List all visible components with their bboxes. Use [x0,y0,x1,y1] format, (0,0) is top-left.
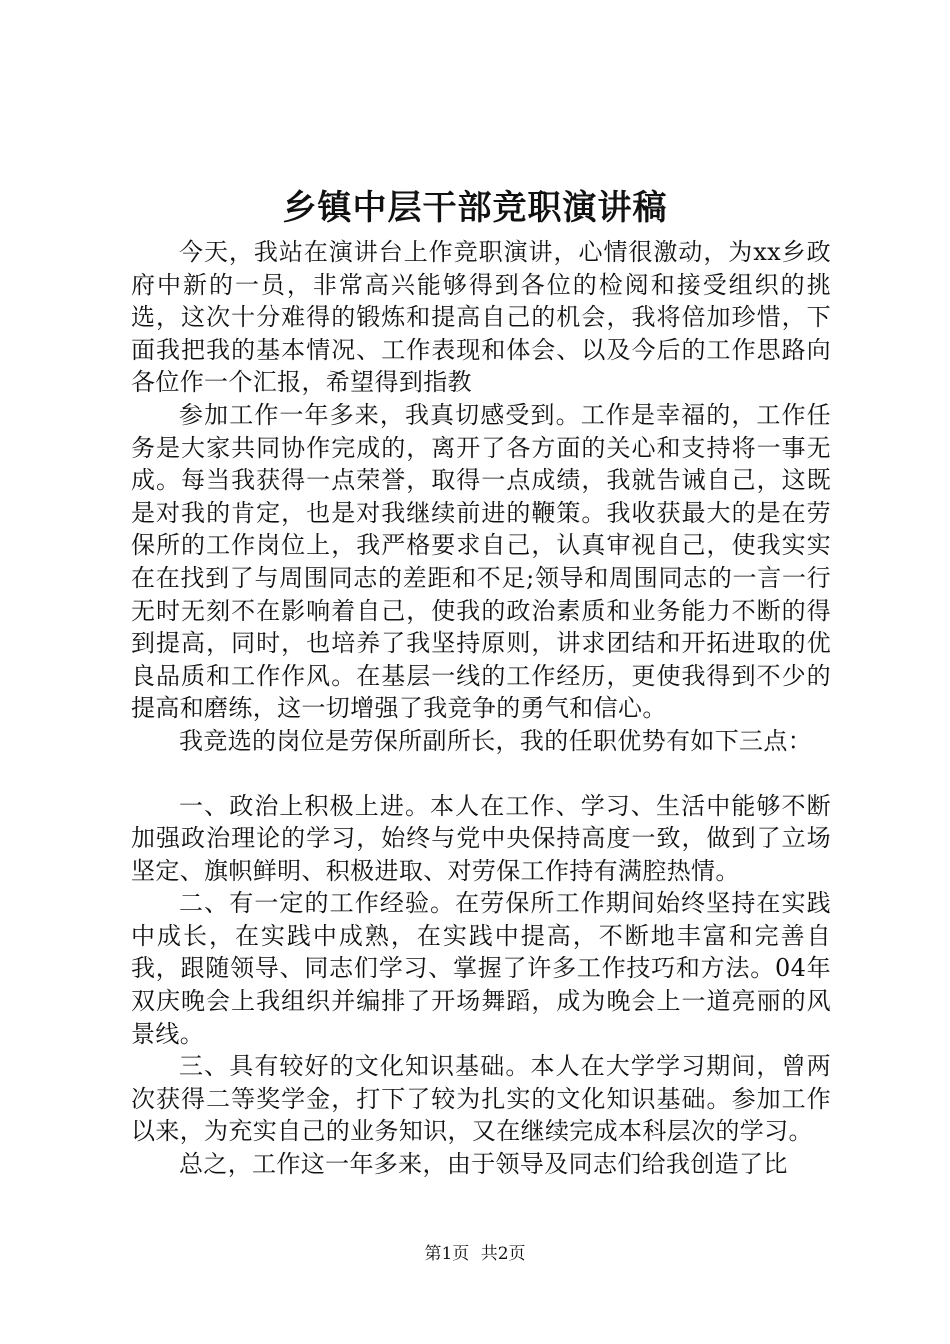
paragraph-point-two: 二、有一定的工作经验。在劳保所工作期间始终坚持在实践中成长，在实践中成熟，在实践中提高，不断地丰富和完善自我，跟随领导、同志们学习、掌握了许多工作技巧和方法。04年双庆晚会上我组织并编排了开场舞蹈，成为晚会上一道亮丽的风景线。 [131,889,831,1048]
paragraph-intro: 今天，我站在演讲台上作竞职演讲，心情很激动，为xx乡政府中新的一员，非常高兴能够得到各位的检阅和接受组织的挑选，这次十分难得的锻炼和提高自己的机会，我将倍加珍惜，下面我把我的基本情况、工作表现和体会、以及今后的工作思路向各位作一个汇报，希望得到指教 [131,238,831,397]
page-footer [0,1243,950,1265]
page-number-total: 共2页 [480,1244,526,1264]
document-title: 乡镇中层干部竞职演讲稿 [282,188,668,228]
paragraph-point-one: 一、政治上积极上进。本人在工作、学习、生活中能够不断加强政治理论的学习，始终与党中央保持高度一致，做到了立场坚定、旗帜鲜明、积极进取、对劳保工作持有满腔热情。 [131,791,831,885]
paragraph-position: 我竞选的岗位是劳保所副所长，我的任职优势有如下三点： [179,726,813,755]
paragraph-experience: 参加工作一年多来，我真切感受到。工作是幸福的，工作任务是大家共同协作完成的，离开了各方面的关心和支持将一事无成。每当我获得一点荣誉，取得一点成绩，我就告诫自己，这既是对我的肯定，也是对我继续前进的鞭策。我收获最大的是在劳保所的工作岗位上，我严格要求自己，认真审视自己，使我实实在在找到了与周围同志的差距和不足;领导和周围同志的一言一行无时无刻不在影响着自己，使我的政治素质和业务能力不断的得到提高，同时，也培养了我坚持原则，讲求团结和开拓进取的优良品质和工作作风。在基层一线的工作经历，更使我得到不少的提高和磨练，这一切增强了我竞争的勇气和信心。 [131,400,831,723]
document-body [131,236,831,1181]
page-number-current: 第1页 [424,1244,470,1264]
paragraph-conclusion: 总之，工作这一年多来，由于领导及同志们给我创造了比 [179,1150,788,1179]
paragraph-point-three: 三、具有较好的文化知识基础。本人在大学学习期间，曾两次获得二等奖学金，打下了较为扎实的文化知识基础。参加工作以来，为充实自己的业务知识，又在继续完成本科层次的学习。 [131,1052,831,1146]
